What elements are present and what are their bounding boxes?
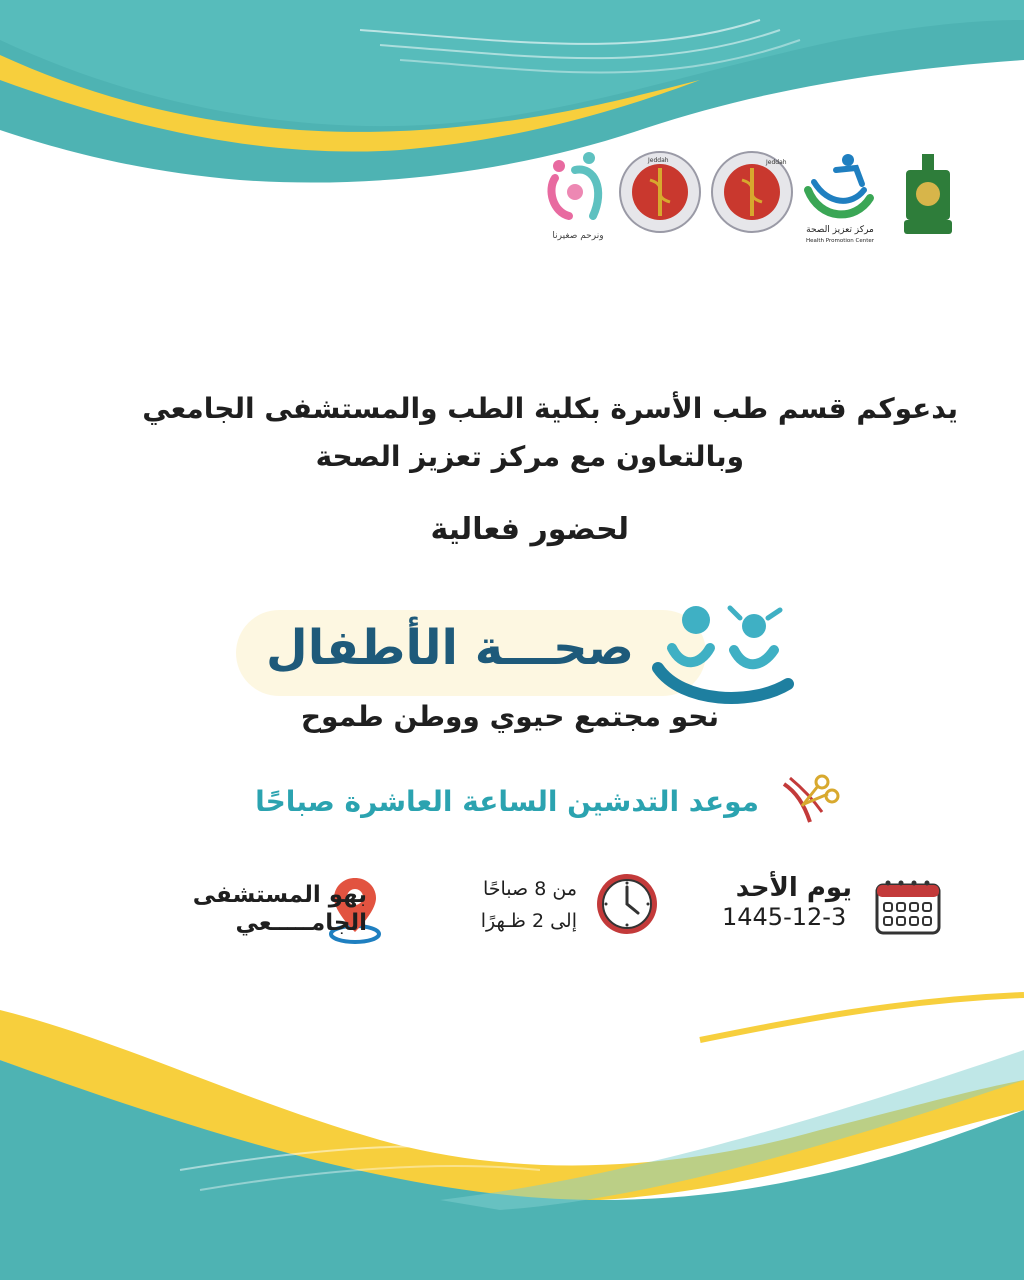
- tarham-text: ونرحم صغيرنا: [552, 231, 604, 241]
- event-title: صحـــة الأطفال: [266, 620, 634, 676]
- location-line-1: بهو المستشفى: [192, 882, 367, 908]
- university-hospital-seal: [618, 150, 702, 234]
- attend-text: لحضور فعالية: [430, 512, 629, 547]
- clock-icon: [594, 871, 660, 937]
- health-center-ar: مركز تعزيز الصحة: [806, 225, 874, 235]
- logos-row: [545, 150, 945, 250]
- seal-jeddah-1: Jeddah: [766, 159, 787, 166]
- children-logo-icon: [652, 598, 797, 708]
- time-from: من 8 صباحًا: [482, 878, 577, 900]
- health-center-en: Health Promotion Center: [805, 238, 875, 244]
- scissors-ribbon-icon: [776, 770, 840, 826]
- health-promotion-logo: [800, 150, 880, 245]
- event-subtitle: نحو مجتمع حيوي ووطن طموح: [300, 700, 719, 733]
- invite-line-2: وبالتعاون مع مركز تعزيز الصحة: [315, 440, 744, 473]
- faculty-medicine-seal: [710, 150, 794, 234]
- event-date: 1445-12-3: [722, 903, 847, 931]
- launch-time-text: موعد التدشين الساعة العاشرة صباحًا: [255, 785, 759, 818]
- location-line-2: الجامـــــعي: [235, 910, 367, 936]
- invite-line-1: يدعوكم قسم طب الأسرة بكلية الطب والمستشفى الجامعي: [142, 392, 958, 425]
- calendar-icon: [873, 875, 943, 937]
- family-logo: [545, 150, 611, 242]
- event-day: يوم الأحد: [735, 873, 852, 903]
- seal-jeddah-2: Jeddah: [648, 157, 669, 164]
- time-to: إلى 2 ظـهرًا: [480, 910, 577, 932]
- university-logo: [900, 150, 956, 240]
